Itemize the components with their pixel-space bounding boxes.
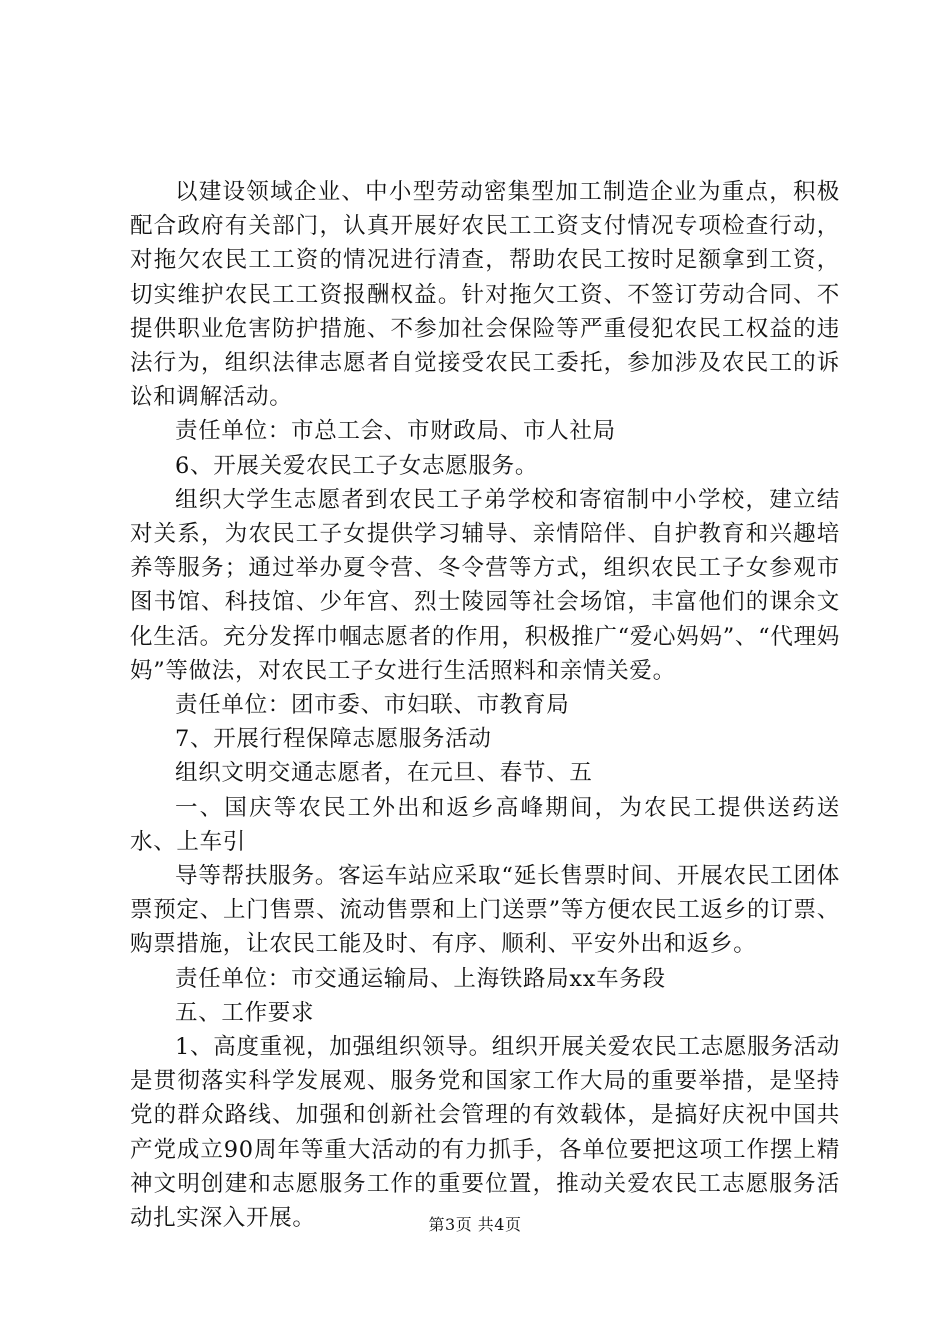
paragraph-requirement-1: 1、高度重视，加强组织领导。组织开展关爱农民工志愿服务活动是贯彻落实科学发展观、服务党和国家工作大局的重要举措，是坚持党的群众路线、加强和创新社会管理的有效载体，是搞好庆祝中国共产党成立90周年等重大活动的有力抓手，各单位要把这项工作摆上精神文明创建和志愿服务工作的重要位置，推动关爱农民工志愿服务活动扎实深入开展。 xyxy=(130,1034,840,1232)
section-heading-work-requirements: 五、工作要求 xyxy=(175,999,315,1026)
paragraph-heading-item-6: 6、开展关爱农民工子女志愿服务。 xyxy=(175,452,539,479)
paragraph-responsible-units-3: 责任单位：市交通运输局、上海铁路局xx车务段 xyxy=(175,965,666,992)
document-body xyxy=(130,175,840,1235)
paragraph-ticket-measures: 导等帮扶服务。客运车站应采取“延长售票时间、开展农民工团体票预定、上门售票、流动售票和上门送票”等方便农民工返乡的订票、购票措施，让农民工能及时、有序、顺利、平安外出和返乡。 xyxy=(130,863,840,958)
paragraph-traffic-volunteers: 组织文明交通志愿者，在元旦、春节、五 xyxy=(175,760,593,787)
paragraph-peak-period: 一、国庆等农民工外出和返乡高峰期间，为农民工提供送药送水、上车引 xyxy=(130,794,840,855)
paragraph-children-service: 组织大学生志愿者到农民工子弟学校和寄宿制中小学校，建立结对关系，为农民工子女提供学习辅导、亲情陪伴、自护教育和兴趣培养等服务；通过举办夏令营、冬令营等方式，组织农民工子女参观市图书馆、科技馆、少年宫、烈士陵园等社会场馆，丰富他们的课余文化生活。充分发挥巾帼志愿者的作用，积极推广“爱心妈妈”、“代理妈妈”等做法，对农民工子女进行生活照料和亲情关爱。 xyxy=(130,486,840,684)
paragraph-heading-item-7: 7、开展行程保障志愿服务活动 xyxy=(175,726,492,753)
paragraph-responsible-units-1: 责任单位：市总工会、市财政局、市人社局 xyxy=(175,418,616,445)
paragraph-responsible-units-2: 责任单位：团市委、市妇联、市教育局 xyxy=(175,692,570,719)
paragraph-wage-protection: 以建设领域企业、中小型劳动密集型加工制造企业为重点，积极配合政府有关部门，认真开展好农民工工资支付情况专项检查行动，对拖欠农民工工资的情况进行清查，帮助农民工按时足额拿到工资，切实维护农民工工资报酬权益。针对拖欠工资、不签订劳动合同、不提供职业危害防护措施、不参加社会保险等严重侵犯农民工权益的违法行为，组织法律志愿者自觉接受农民工委托，参加涉及农民工的诉讼和调解活动。 xyxy=(130,179,840,411)
page-footer: 第3页 共4页 xyxy=(428,1215,522,1234)
